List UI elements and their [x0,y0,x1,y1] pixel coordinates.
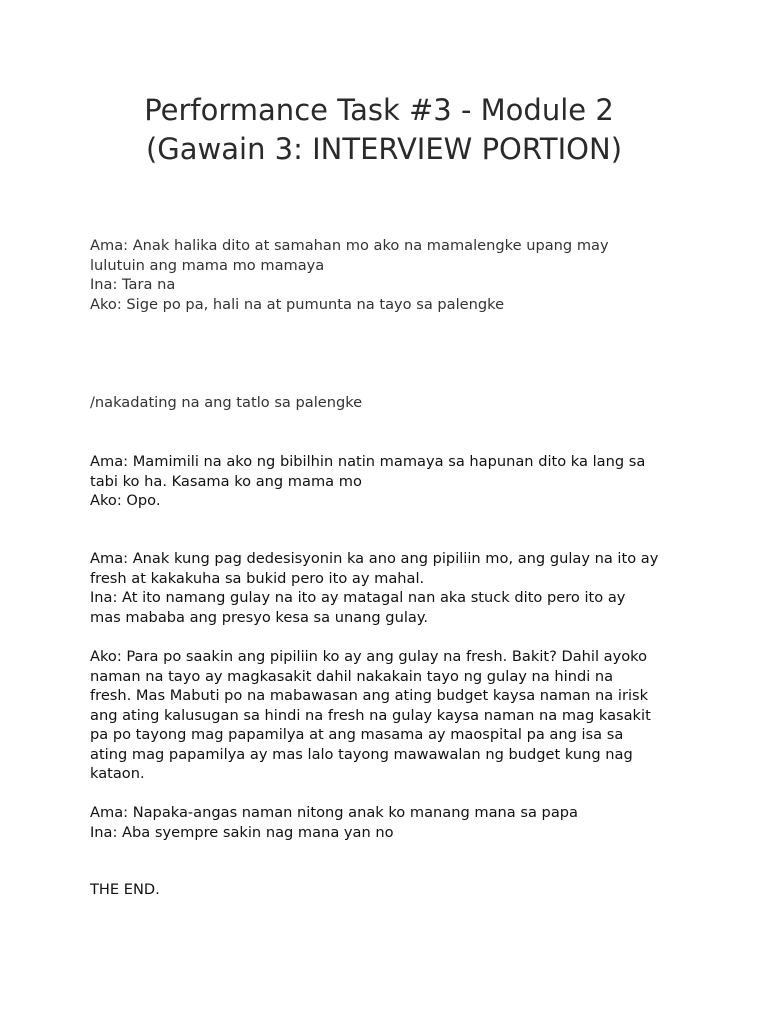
dialogue-line: Ako: Para po saakin ang pipiliin ko ay ang gulay na fresh. Bakit? Dahil ayoko naman na tayo ay magkasakit dahil nakakain tayo ng gulay na hindi na fresh. Mas Mabuti po na mabawasan ang ating budget kaysa naman na irisk ang ating kalusugan sa hindi na fresh na gulay kaysa naman na mag kasakit pa po tayong mag papamilya at ang masama ay maospital pa ang isa sa ating mag papamilya ay mas lalo tayong mawawalan ng budget kung nag kataon. [90,648,651,782]
scene-4-dialogue [90,647,690,784]
dialogue-line: Ako: Opo. [90,492,161,509]
dialogue-line: Ina: At ito namang gulay na ito ay matagal nan aka stuck dito pero ito ay mas mababa ang presyo kesa sa unang gulay. [90,589,626,626]
page-title-line-1: Performance Task #3 - Module 2 [144,93,614,127]
dialogue-line: Ina: Tara na [90,276,176,293]
scene-1-dialogue [90,236,690,314]
dialogue-line: Ama: Napaka-angas naman nitong anak ko manang mana sa papa [90,804,578,821]
dialogue-line: Ama: Anak kung pag dedesisyonin ka ano ang pipiliin mo, ang gulay na ito ay fresh at kakakuha sa bukid pero ito ay mahal. [90,550,659,587]
dialogue-line: Ama: Mamimili na ako ng bibilhin natin mamaya sa hapunan dito ka lang sa tabi ko ha. Kasama ko ang mama mo [90,453,646,490]
stage-direction: /nakadating na ang tatlo sa palengke [90,394,363,411]
ending-text: THE END. [90,881,160,898]
dialogue-line: Ina: Aba syempre sakin nag mana yan no [90,823,394,841]
dialogue-line: Ama: Anak halika dito at samahan mo ako na mamalengke upang may lulutuin ang mama mo mamaya [90,237,609,274]
scene-5-dialogue [90,803,690,842]
scene-note [90,393,690,413]
page-title-line-2: (Gawain 3: INTERVIEW PORTION) [145,132,623,166]
scene-2-dialogue [90,452,690,511]
dialogue-line: Ako: Sige po pa, hali na at pumunta na tayo sa palengke [90,295,505,313]
scene-3-dialogue [90,549,690,627]
ending [90,880,690,900]
